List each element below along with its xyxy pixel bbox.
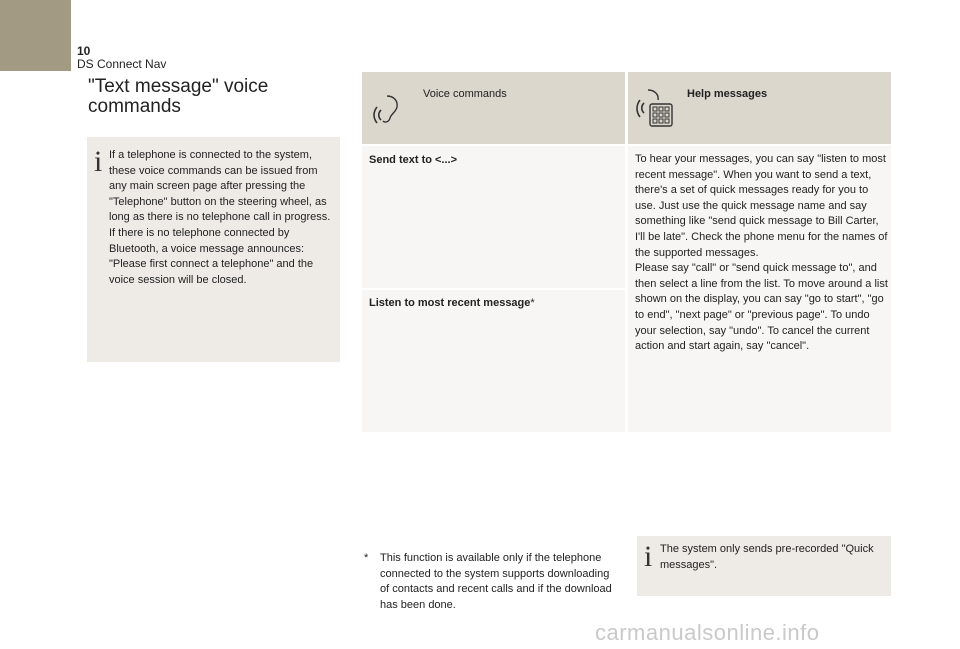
footnote-marker: * bbox=[530, 297, 535, 309]
info-icon: i bbox=[94, 145, 103, 178]
info-box-quick-messages bbox=[637, 536, 891, 596]
footnote-text: This function is available only if the telephone connected to the system supports downloading of contacts and recent calls and if the download has been done. bbox=[380, 552, 612, 611]
footnote-marker: * bbox=[364, 552, 369, 564]
info-box-telephone bbox=[87, 137, 340, 362]
table-header-help-messages bbox=[628, 72, 891, 144]
voice-command-table bbox=[362, 72, 891, 432]
help-message-cell bbox=[628, 146, 891, 432]
help-paragraph: To hear your messages, you can say "listen to most recent message". When you want to send a text, there's a set of quick messages ready for you to use. Just use the quick message name and say something like "send quick message to Bill Carter, I'll be late". Check the phone menu for the names of the supported messages. bbox=[635, 153, 888, 259]
help-messages-icon bbox=[636, 86, 676, 132]
header-label-voice-commands: Voice commands bbox=[423, 88, 507, 100]
page-tab bbox=[0, 0, 71, 71]
section-title: DS Connect Nav bbox=[77, 57, 167, 71]
info-box-text: The system only sends pre-recorded "Quick messages". bbox=[660, 543, 874, 571]
page-number: 10 bbox=[77, 44, 91, 58]
info-icon: i bbox=[644, 540, 653, 573]
help-text bbox=[635, 152, 890, 355]
command-send-text: Send text to <...> bbox=[369, 154, 458, 166]
help-paragraph: Please say "call" or "send quick message to", and then select a line from the list. To move around a list shown on the display, you can say "go to start", "go to end", "next page" or "previous page". To undo your selection, say "undo". To cancel the current action and start again, say "cancel". bbox=[635, 262, 888, 353]
header-label-help-messages: Help messages bbox=[687, 88, 768, 100]
voice-command-icon bbox=[372, 92, 402, 126]
page-title: "Text message" voice commands bbox=[88, 76, 269, 117]
watermark: carmanualsonline.info bbox=[595, 620, 820, 645]
info-paragraph: If there is no telephone connected by Bluetooth, a voice message announces: "Please first connect a telephone" and the voice session will be closed. bbox=[109, 226, 314, 286]
info-paragraph: If a telephone is connected to the system, these voice commands can be issued from any main screen page after pressing the "Telephone" button on the steering wheel, as long as there is no telephone call in progress. bbox=[109, 149, 331, 224]
info-box-text bbox=[109, 148, 335, 288]
command-listen-recent bbox=[369, 297, 535, 309]
table-row bbox=[362, 290, 625, 432]
command-text: Listen to most recent message bbox=[369, 297, 531, 309]
table-header-voice-commands bbox=[362, 72, 625, 144]
table-row bbox=[362, 146, 625, 288]
